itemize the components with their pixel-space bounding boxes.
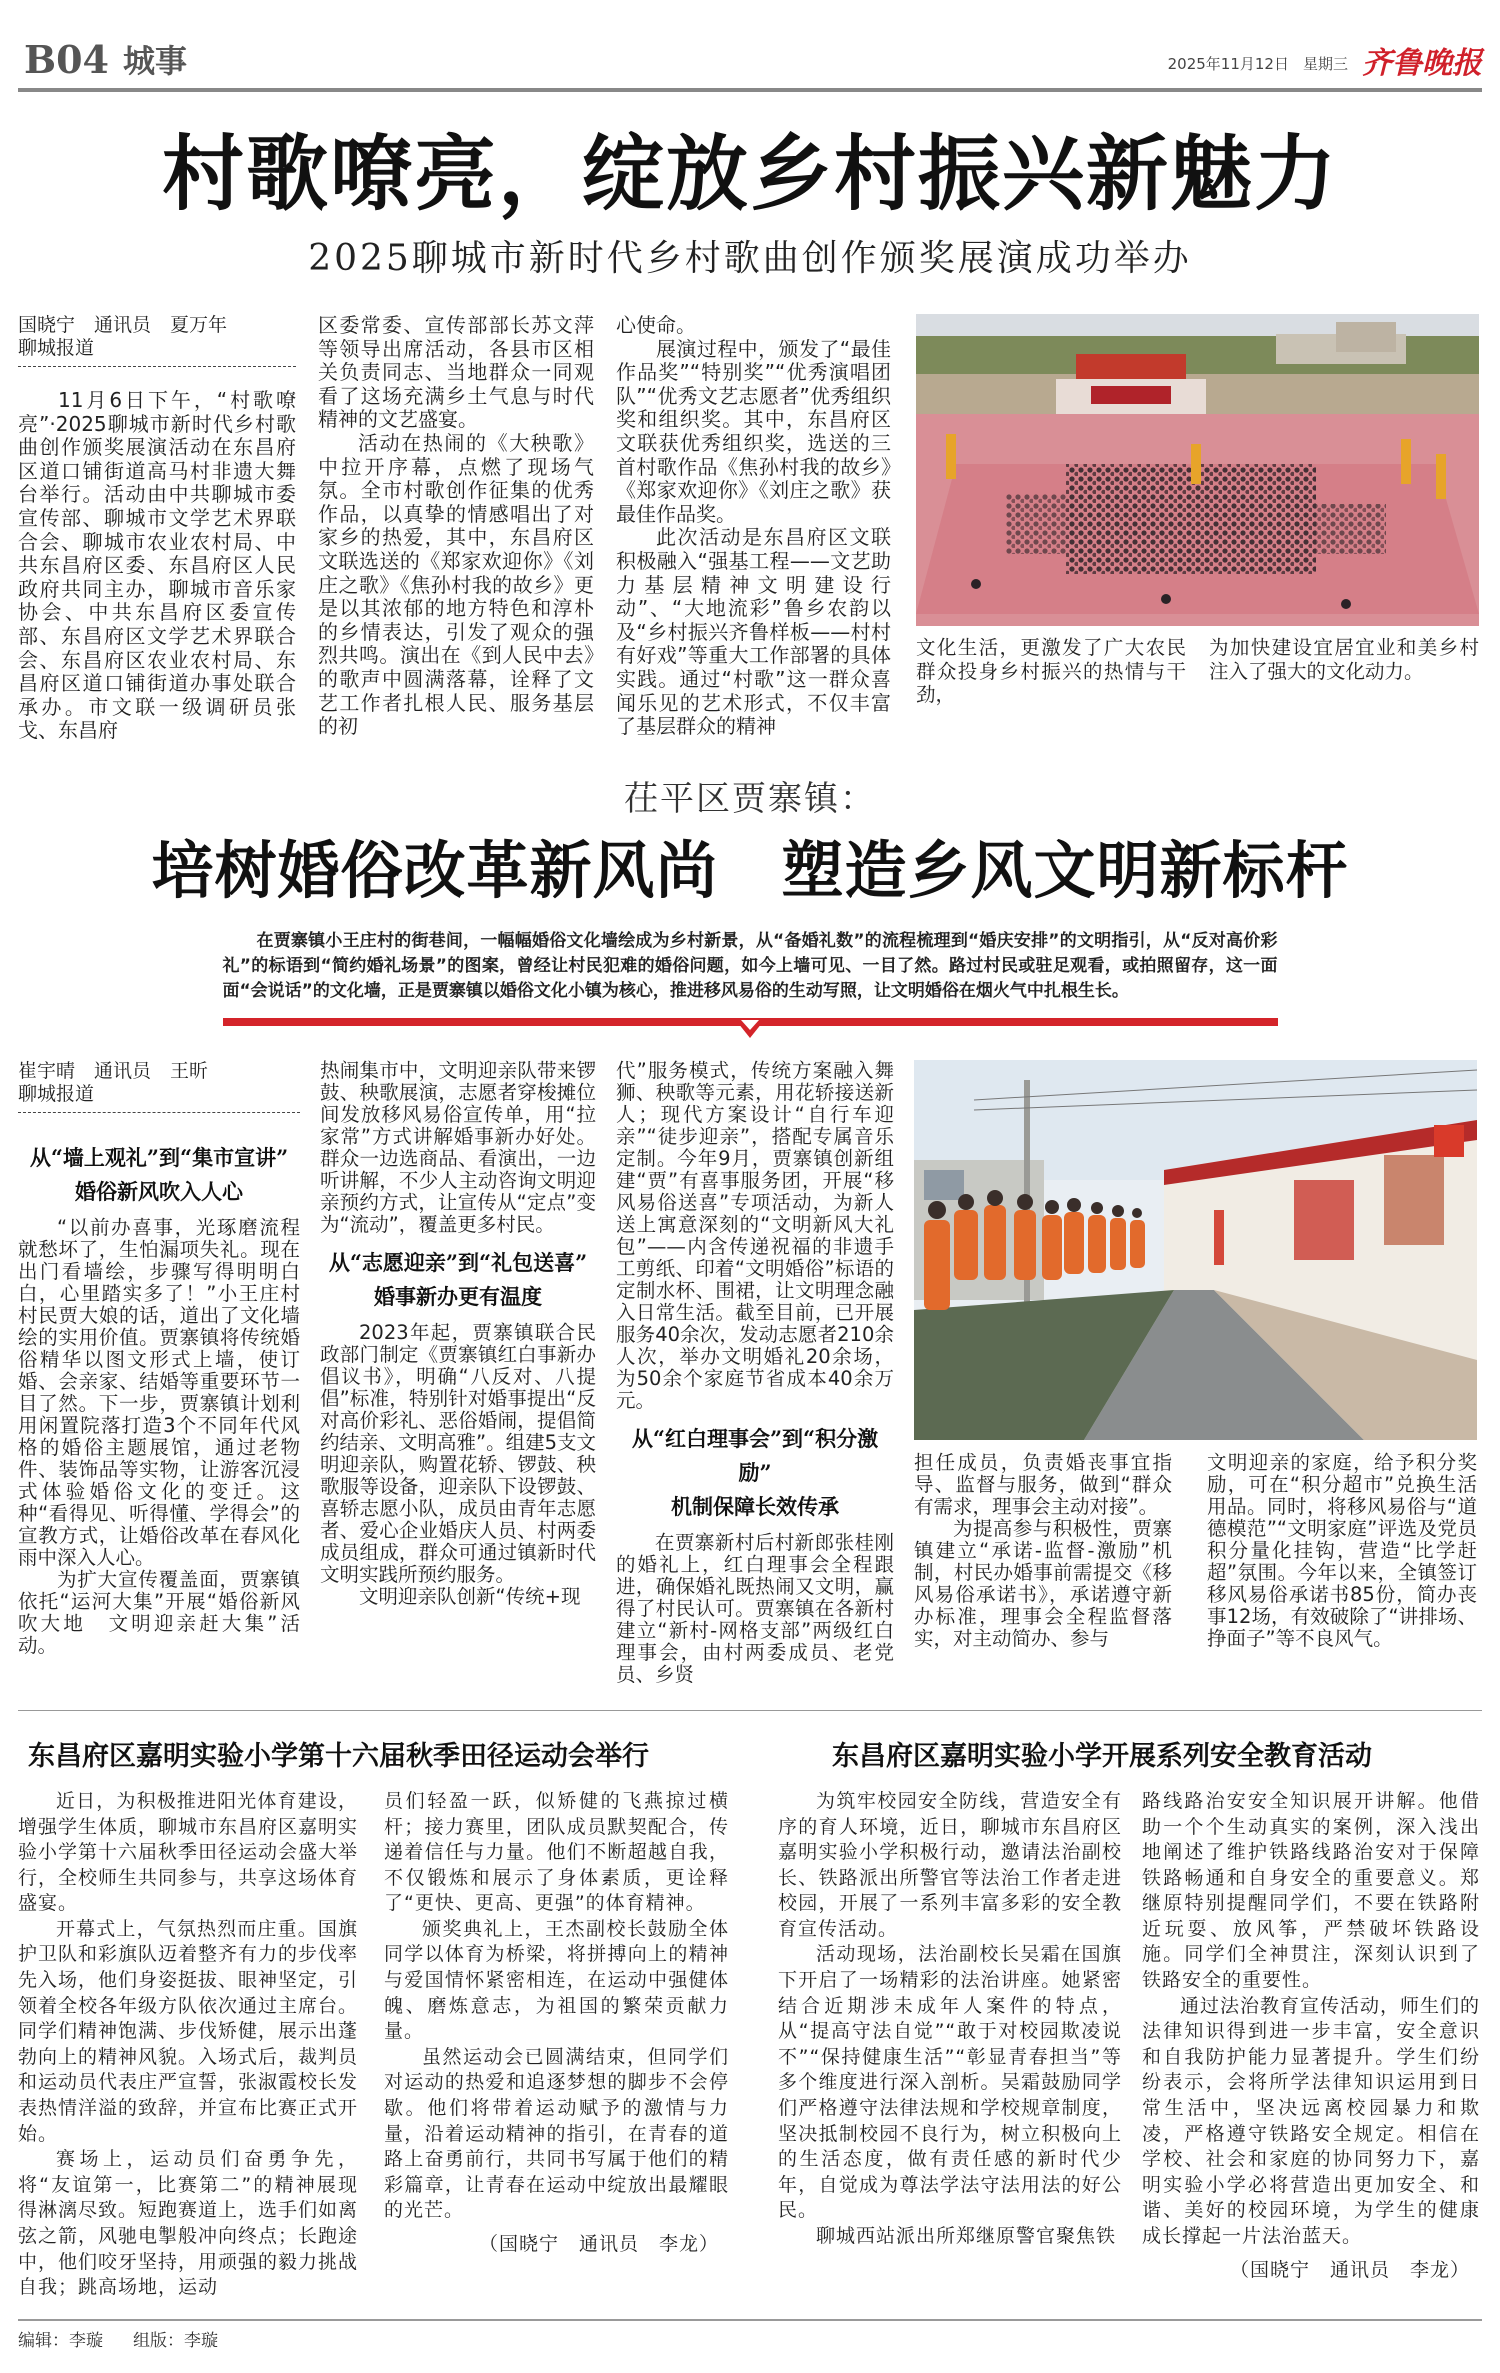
article2-intro: 在贾寨镇小王庄村的街巷间，一幅幅婚俗文化墙绘成为乡村新景，从“备婚礼数”的流程梳理到“婚庆安排”的文明指引，从“反对高价彩礼”的标语到“简约婚礼场景”的图案，曾经让村民犯难的婚俗问题，如今上墙可见、一目了然。路过村民或驻足观看，或拍照留存，这一面面“会说话”的文化墙，正是贾寨镇以婚俗文化小镇为核心，推进移风易俗的生动写照，让文明婚俗在烟火气中扎根生长。 <box>222 930 1278 1001</box>
subhead-line: 从“墙上观礼”到“集市宣讲” <box>29 1144 289 1170</box>
paragraph: 区委常委、宣传部部长苏文萍等领导出席活动，各县市区相关负责同志、当地群众一同观看了这场充满乡土气息与时代精神的文艺盛宴。 <box>318 313 594 432</box>
bottom-articles <box>18 1739 1482 2301</box>
article3-column-2 <box>384 1789 729 2258</box>
paragraph: 为加快建设宜居宜业和美乡村注入了强大的文化动力。 <box>1209 636 1479 683</box>
subhead-line: 机制保障长效传承 <box>671 1493 839 1519</box>
footer-editor: 编辑：李璇 <box>18 2330 103 2351</box>
paragraph: 展演过程中，颁发了“最佳作品奖”“特别奖”“优秀演唱团队”“优秀文艺志愿者”优秀组织奖和组织奖。其中，东昌府区文联获优秀组织奖，选送的三首村歌作品《焦孙村我的故乡》《郑家欢迎你》《刘庄之歌》获最佳作品奖。 <box>616 336 891 526</box>
article1-column-4 <box>916 636 1186 707</box>
paragraph: 聊城西站派出所郑继原警官聚焦铁 <box>816 2225 1117 2247</box>
paragraph: 代”服务模式，传统方案融入舞狮、秧歌等元素，用花轿接送新人；现代方案设计“自行车迎亲”“徒步迎亲”，搭配专属音乐定制。今年9月，贾寨镇创新组建“贾”有喜事服务团，开展“移风易俗送喜”专项活动，为新人送上寓意深刻的“文明新风大礼包”——内含传递祝福的非遗手工剪纸、印着“文明婚俗”标语的定制水杯、围裙，让文明理念融入日常生活。截至目前，已开展服务40余次，发动志愿者210余人次，举办文明婚礼20余场，为50余个家庭节省成本40余万元。 <box>616 1058 894 1412</box>
article2-headline: 培树婚俗改革新风尚 塑造乡风文明新标杆 <box>151 833 1349 907</box>
paragraph: 活动现场，法治副校长吴霜在国旗下开启了一场精彩的法治讲座。她紧密结合近期涉未成年人案件的特点，从“提高守法自觉”“敢于对校园欺凌说不”“保持健康生活”“彰显青春担当”等多个维度进行深入剖析。吴霜鼓励同学们严格遵守法律法规和学校规章制度，坚决抵制校园不良行为，树立积极向上的生活态度，做有责任感的新时代少年，自觉成为尊法学法守法用法的好公民。 <box>778 1943 1122 2222</box>
paragraph: 赛场上，运动员们奋勇争先，将“友谊第一，比赛第二”的精神展现得淋漓尽致。短跑赛道上，选手们如离弦之箭，风驰电掣般冲向终点；长跑途中，他们咬牙坚持，用顽强的毅力挑战自我；跳高场地，运动 <box>18 2148 359 2299</box>
article2-photo-block <box>914 1060 1477 1650</box>
subhead-line: 从“红白理事会”到“积分激励” <box>631 1425 879 1485</box>
paragraph: 2023年起，贾寨镇联合民政部门制定《贾寨镇红白事新办倡议书》，明确“八反对、八提倡”标准，特别针对婚事提出“反对高价彩礼、恶俗婚闹，提倡简约结亲、文明高雅”。组建5支文明迎亲队，购置花轿、锣鼓、秧歌服等设备，迎亲队下设锣鼓、喜轿志愿小队，成员由青年志愿者、爱心企业婚庆人员、村两委成员组成，群众可通过镇新时代文明实践所预约服务。 <box>320 1320 597 1586</box>
paragraph: 近日，为积极推进阳光体育建设，增强学生体质，聊城市东昌府区嘉明实验小学第十六届秋季田径运动会盛大举行，全校师生共同参与，共享这场体育盛宴。 <box>18 1789 359 1915</box>
issue-date: 2025年11月12日 <box>1167 55 1289 73</box>
article2-kicker: 茌平区贾寨镇： <box>624 778 876 819</box>
article1-body <box>18 314 1482 743</box>
article1-column-5 <box>1209 636 1479 707</box>
byline-dateline: 聊城报道 <box>18 1082 95 1105</box>
article3 <box>18 1739 735 2301</box>
byline-authors: 国晓宁 通讯员 夏万年 <box>18 314 228 336</box>
article2-photo-columns <box>914 1452 1477 1650</box>
article2-subhead-3 <box>616 1422 894 1524</box>
paragraph: 虽然运动会已圆满结束，但同学们对运动的热爱和追逐梦想的脚步不会停歇。他们将带着运动赋予的激情与力量，沿着运动精神的指引，在青春的道路上奋勇前行，共同书写属于他们的精彩篇章，让青春在运动中绽放出最耀眼的光芒。 <box>384 2045 729 2222</box>
paragraph: 在贾寨新村后村新郎张桂刚的婚礼上，红白理事会全程跟进，确保婚礼既热闹又文明，赢得了村民认可。贾寨镇在各新村建立“新村-网格支部”两级红白理事会，由村两委成员、老党员、乡贤 <box>616 1530 894 1686</box>
article4-body <box>778 1789 1480 2283</box>
article2-byline <box>18 1060 300 1113</box>
paragraph: 担任成员，负责婚丧事宜指导、监督与服务，做到“群众有需求，理事会主动对接”。 <box>914 1450 1172 1518</box>
article1-column-1 <box>18 314 296 743</box>
article4-signature: （国晓宁 通讯员 李龙） <box>1229 2258 1470 2281</box>
paragraph: 活动在热闹的《大秧歌》中拉开序幕，点燃了现场气氛。全市村歌创作征集的优秀作品，以真挚的情感唱出了对家乡的热爱，其中，东昌府区文联选送的《郑家欢迎你》《刘庄之歌》《焦孙村我的故乡》更是以其浓郁的地方特色和淳朴的乡情表达，引发了观众的强烈共鸣。演出在《到人民中去》的歌声中圆满落幕，诠释了文艺工作者扎根人民、服务基层的初 <box>318 430 594 739</box>
article1-photo-columns <box>916 636 1479 707</box>
paragraph: 开幕式上，气氛热烈而庄重。国旗护卫队和彩旗队迈着整齐有力的步伐率先入场，他们身姿挺拔、眼神坚定，引领着全校各年级方队依次通过主席台。同学们精神饱满、步伐矫健，展示出蓬勃向上的精神风貌。入场式后，裁判员和运动员代表庄严宣誓，张淑霞校长发表热情洋溢的致辞，并宣布比赛正式开始。 <box>18 1917 359 2145</box>
paragraph: 文化生活，更激发了广大农民群众投身乡村振兴的热情与干劲， <box>916 636 1186 707</box>
footer-credits <box>18 2329 1482 2353</box>
article2-column-1 <box>18 1060 300 1657</box>
byline-authors: 崔宇晴 通讯员 王昕 <box>18 1059 209 1082</box>
article2-column-5 <box>1207 1452 1477 1650</box>
page-header <box>18 0 1482 92</box>
subhead-line: 婚事新办更有温度 <box>374 1283 542 1309</box>
newspaper-logo: 齐鲁晚报 <box>1362 46 1482 81</box>
article1-subtitle: 2025聊城市新时代乡村歌曲创作颁奖展演成功举办 <box>308 238 1192 279</box>
article1-photo-block <box>916 314 1479 707</box>
page-number: B04 <box>24 37 109 82</box>
article3-column-1 <box>18 1789 358 2301</box>
paragraph: 为提高参与积极性，贾寨镇建立“承诺-监督-激励”机制，村民办婚事前需提交《移风易俗承诺书》，承诺遵守新办标准，理事会全程监督落实，对主动简办、参与 <box>914 1516 1172 1650</box>
article1-headline: 村歌嘹亮，绽放乡村振兴新魅力 <box>161 126 1338 222</box>
article2-column-3 <box>616 1060 894 1686</box>
subhead-line: 从“志愿迎亲”到“礼包送喜” <box>328 1249 588 1275</box>
article4-headline: 东昌府区嘉明实验小学开展系列安全教育活动 <box>832 1740 1372 1772</box>
byline-dateline: 聊城报道 <box>18 337 95 359</box>
subhead-line: 婚俗新风吹入人心 <box>75 1178 243 1204</box>
paragraph: 心使命。 <box>616 313 696 337</box>
article1-column-2 <box>318 314 594 739</box>
red-divider-notch <box>734 1018 766 1040</box>
paragraph: 文明迎亲队创新“传统+现 <box>359 1584 581 1608</box>
issue-weekday: 星期三 <box>1302 55 1348 73</box>
article3-signature: （国晓宁 通讯员 李龙） <box>478 2233 719 2255</box>
article4-column-2 <box>1142 1789 1480 2283</box>
article1-column-3 <box>616 314 891 739</box>
article2-column-2 <box>320 1060 596 1608</box>
article2-photo-culture-wall <box>914 1060 1477 1440</box>
article3-headline: 东昌府区嘉明实验小学第十六届秋季田径运动会举行 <box>28 1740 649 1772</box>
footer-layout: 组版：李璇 <box>133 2330 218 2351</box>
section-divider <box>18 1710 1482 1711</box>
paragraph: 为筑牢校园安全防线，营造安全有序的育人环境，近日，聊城市东昌府区嘉明实验小学积极行动，邀请法治副校长、铁路派出所警官等法治工作者走进校园，开展了一系列丰富多彩的安全教育宣传活动。 <box>778 1789 1122 1940</box>
paragraph: 员们轻盈一跃，似矫健的飞燕掠过横杆；接力赛里，团队成员默契配合，传递着信任与力量。他们不断超越自我，不仅锻炼和展示了身体素质，更诠释了“更快、更高、更强”的体育精神。 <box>384 1789 729 1915</box>
paragraph: 文明迎亲的家庭，给予积分奖励，可在“积分超市”兑换生活用品。同时，将移风易俗与“道德模范”“文明家庭”评选及党员积分量化挂钩，营造“比学赶超”氛围。今年以来，全镇签订移风易俗承诺书85份，简办丧事12场，有效破除了“讲排场、挣面子”等不良风气。 <box>1207 1450 1477 1650</box>
article2-body <box>18 1060 1482 1686</box>
article2-subhead-2 <box>320 1246 596 1314</box>
red-divider <box>223 1018 1278 1040</box>
article3-body <box>18 1789 735 2301</box>
paragraph: 此次活动是东昌府区文联积极融入“强基工程——文艺助力基层精神文明建设行动”、“大地流彩”鲁乡农韵以及“乡村振兴齐鲁样板——村村有好戏”等重大工作部署的具体实践。通过“村歌”这一群众喜闻乐见的艺术形式，不仅丰富了基层群众的精神 <box>616 525 891 739</box>
article2-subhead-1 <box>18 1141 300 1209</box>
paragraph: “以前办喜事，光琢磨流程就愁坏了，生怕漏项失礼。现在出门看墙绘，步骤写得明明白白，心里踏实多了！”小王庄村村民贾大娘的话，道出了文化墙绘的实用价值。贾寨镇将传统婚俗精华以图文形式上墙，使订婚、会亲家、结婚等重要环节一目了然。下一步，贾寨镇计划利用闲置院落打造3个不同年代风格的婚俗主题展馆，通过老物件、装饰品等实物，让游客沉浸式体验婚俗文化的变迁。这种“看得见、听得懂、学得会”的宣教方式，让婚俗改革在春风化雨中深入人心。 <box>18 1215 300 1569</box>
article2-column-4 <box>914 1452 1172 1650</box>
section-name: 城事 <box>123 42 188 80</box>
paragraph: 路线路治安安全知识展开讲解。他借助一个个生动真实的案例，深入浅出地阐述了维护铁路线路治安对于保障铁路畅通和自身安全的重要意义。郑继原特别提醒同学们，不要在铁路附近玩耍、放风筝，严禁破坏铁路设施。同学们全神贯注，深刻认识到了铁路安全的重要性。 <box>1142 1789 1480 1992</box>
paragraph: 热闹集市中，文明迎亲队带来锣鼓、秧歌展演，志愿者穿梭摊位间发放移风易俗宣传单，用“拉家常”方式讲解婚事新办好处。群众一边选商品、看演出，一边听讲解，不少人主动咨询文明迎亲预约方式，让宣传从“定点”变为“流动”，覆盖更多村民。 <box>320 1058 596 1236</box>
paragraph: 为扩大宣传覆盖面，贾寨镇依托“运河大集”开展“婚俗新风吹大地 文明迎亲赶大集”活动。 <box>18 1567 300 1657</box>
paragraph: 通过法治教育宣传活动，师生们的法律知识得到进一步丰富，安全意识和自我防护能力显著提升。学生们纷纷表示，会将所学法律知识运用到日常生活中，坚决远离校园暴力和欺凌，严格遵守铁路安全规定。相信在学校、社会和家庭的协同努力下，嘉明实验小学必将营造出更加安全、和谐、美好的校园环境，为学生的健康成长撑起一片法治蓝天。 <box>1142 1994 1481 2247</box>
article4-column-1 <box>778 1789 1122 2250</box>
footer-divider <box>18 2319 1482 2321</box>
article1-byline <box>18 314 296 367</box>
paragraph: 11月6日下午，“村歌嘹亮”·2025聊城市新时代乡村歌曲创作颁奖展演活动在东昌府区道口铺街道高马村非遗大舞台举行。活动由中共聊城市委宣传部、聊城市文学艺术界联合会、聊城市农业农村局、中共东昌府区委、东昌府区人民政府共同主办，聊城市音乐家协会、中共东昌府区委宣传部、东昌府区文学艺术界联合会、东昌府区农业农村局、东昌府区道口铺街道办事处联合承办。市文联一级调研员张戈、东昌府 <box>18 388 296 743</box>
article1-photo-stage-performance <box>916 314 1479 626</box>
paragraph: 颁奖典礼上，王杰副校长鼓励全体同学以体育为桥梁，将拼搏向上的精神与爱国情怀紧密相连，在运动中强健体魄、磨炼意志，为祖国的繁荣贡献力量。 <box>384 1917 729 2043</box>
